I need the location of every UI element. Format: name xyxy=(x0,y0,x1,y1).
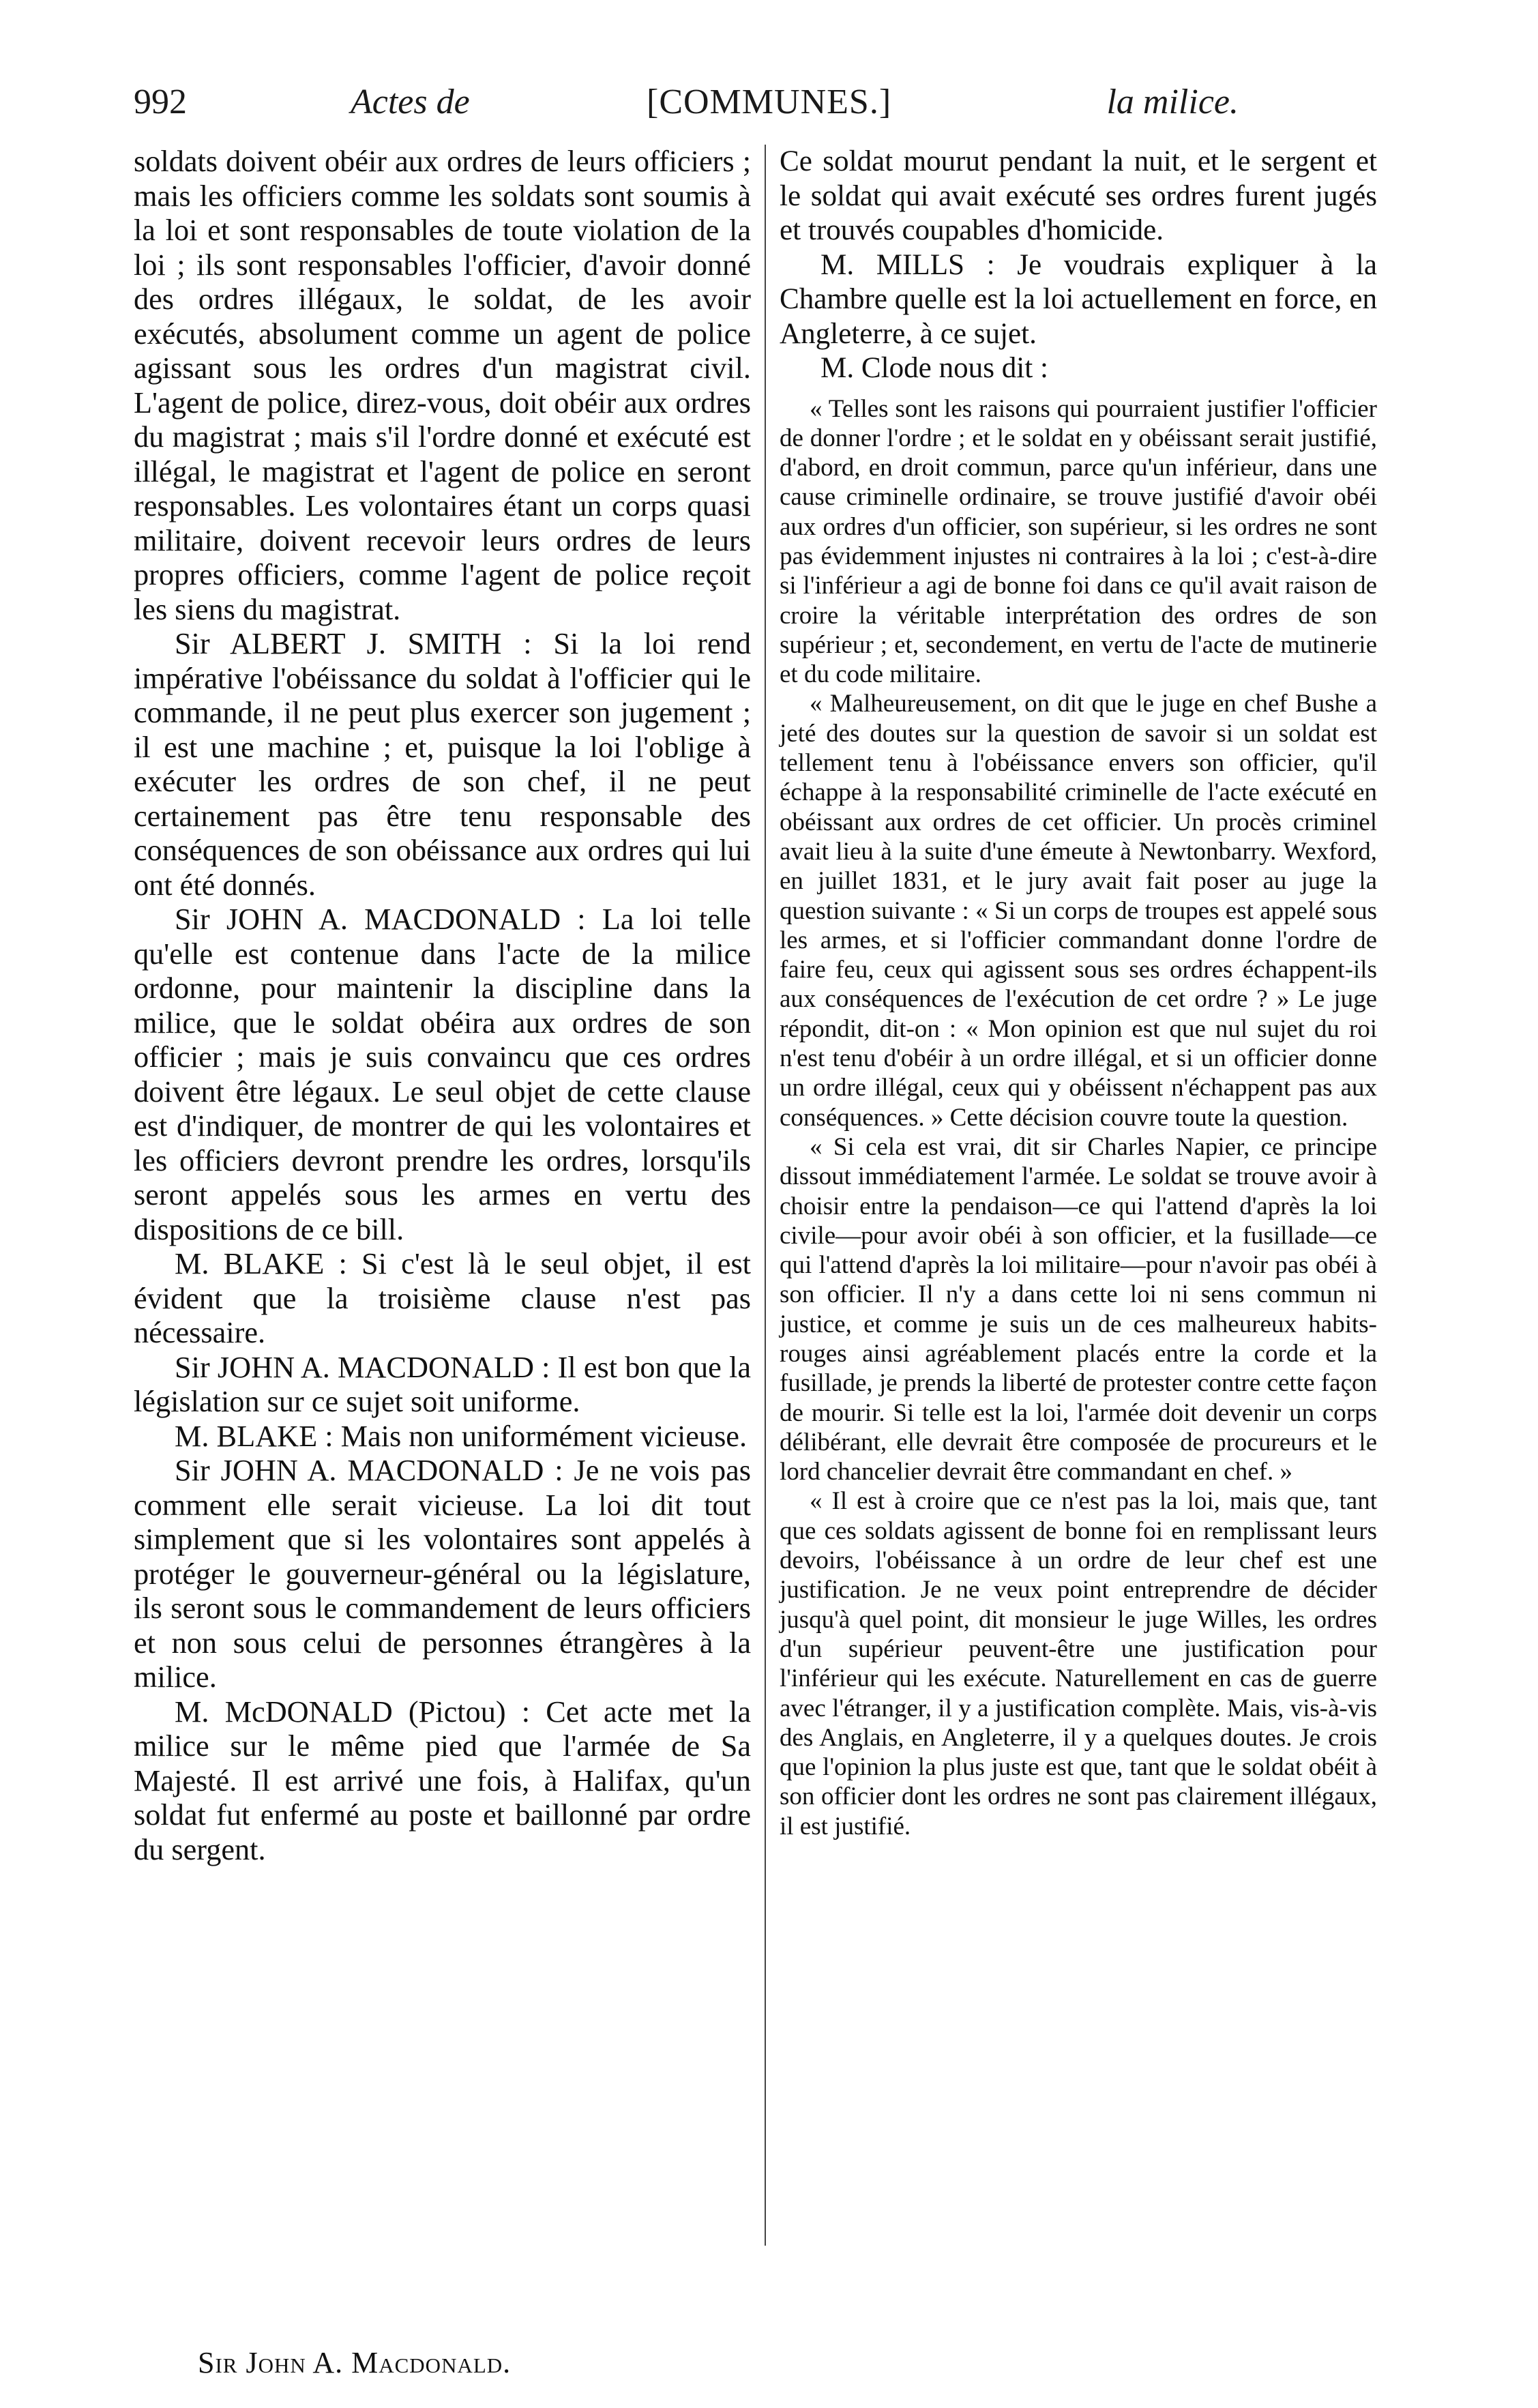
left-column xyxy=(134,145,751,1867)
header-left-title: Actes de xyxy=(351,83,470,121)
paragraph: Ce soldat mourut pendant la nuit, et le sergent et le soldat qui avait exécuté ses ordres furent jugés et trouvés coupables d'homicide. xyxy=(780,145,1377,246)
column-divider xyxy=(765,145,766,2246)
paragraph: Sir JOHN A. MACDONALD : Il est bon que la législation sur ce sujet soit uniforme. xyxy=(134,1350,751,1418)
paragraph: M. Clode nous dit : xyxy=(820,352,1048,384)
quote-paragraph: « Il est à croire que ce n'est pas la loi, mais que, tant que ces soldats agissent de bonne foi en remplissant leurs devoirs, l'obéissance à un ordre de leur chef est une justification. Je ne veux point entreprendre de décider jusqu'à quel point, dit monsieur le juge Willes, les ordres d'un supérieur peuvent-être une justification pour l'inférieur qui les exécute. Naturellement en cas de guerre avec l'étranger, il y a justification complète. Mais, vis-à-vis des Anglais, en Angleterre, il y a quelques doutes. Je crois que l'opinion la plus juste est que, tant que le soldat obéit à son officier dont les ordres ne sont pas clairement illégaux, il est justifié. xyxy=(780,1487,1377,1840)
header-center-title: [COMMUNES.] xyxy=(647,83,892,121)
quote-paragraph: « Si cela est vrai, dit sir Charles Napier, ce principe dissout immédiatement l'armée. Le soldat se trouve avoir à choisir entre la pendaison—ce qui l'attend d'après la loi civile—pour avoir obéi à son officier, et la fusillade—ce qui l'attend d'après la loi militaire—pour n'avoir pas obéi à son officier. Il n'y a dans cette loi ni sens commun ni justice, et comme je suis un de ces malheureux habits-rouges ainsi agréablement placés entre la corde et la fusillade, je prends la liberté de protester contre cette façon de mourir. Si telle est la loi, l'armée doit devenir un corps délibérant, elle devrait être composée de procureurs et le lord chancelier devrait être commandant en chef. » xyxy=(780,1132,1377,1486)
right-column-speech xyxy=(780,145,1377,386)
paragraph: soldats doivent obéir aux ordres de leurs officiers ; mais les officiers comme les soldats sont soumis à la loi et sont responsables de toute violation de la loi ; ils sont responsables l'officier, d'avoir donné des ordres illégaux, le soldat, de les avoir exécutés, absolument comme un agent de police agissant sous les ordres d'un magistrat civil. L'agent de police, direz-vous, doit obéir aux ordres du magistrat ; mais s'il l'ordre donné et exécuté est illégal, le magistrat et l'agent de police en seront responsables. Les volontaires étant un corps quasi militaire, doivent recevoir leurs ordres de leurs propres officiers, comme l'agent de police reçoit les siens du magistrat. xyxy=(134,145,751,626)
paragraph: Sir JOHN A. MACDONALD : Je ne vois pas comment elle serait vicieuse. La loi dit tout simplement que si les volontaires sont appelés à protéger le gouverneur-général ou la législature, ils seront sous le commandement de leurs officiers et non sous celui de personnes étrangères à la milice. xyxy=(134,1454,751,1694)
paragraph: Sir JOHN A. MACDONALD : La loi telle qu'elle est contenue dans l'acte de la milice ordonne, pour maintenir la discipline dans la milice, que le soldat obéira aux ordres de son officier ; mais je suis convaincu que ces ordres doivent être légaux. Le seul objet de cette clause est d'indiquer, de montrer de qui les volontaires et les officiers devront prendre les ordres, lorsqu'ils seront appelés sous les armes en vertu des dispositions de ce bill. xyxy=(134,902,751,1246)
header-right-title: la milice. xyxy=(1106,83,1239,121)
paragraph: M. BLAKE : Si c'est là le seul objet, il est évident que la troisième clause n'est pas nécessaire. xyxy=(134,1247,751,1349)
paragraph: M. MILLS : Je voudrais expliquer à la Chambre quelle est la loi actuellement en force, en Angleterre, à ce sujet. xyxy=(780,248,1377,350)
paragraph: M. BLAKE : Mais non uniformément vicieuse. xyxy=(175,1419,748,1453)
paragraph: Sir ALBERT J. SMITH : Si la loi rend impérative l'obéissance du soldat à l'officier qui le commande, il ne peut plus exercer son jugement ; il est une machine ; et, puisque la loi l'oblige à exécuter les ordres de son chef, il ne peut certainement pas être tenu responsable des conséquences de son obéissance aux ordres qui lui ont été donnés. xyxy=(134,627,751,902)
quote-paragraph: « Telles sont les raisons qui pourraient justifier l'officier de donner l'ordre ; et le soldat en y obéissant serait justifié, d'abord, en droit commun, parce qu'un inférieur, dans une cause criminelle ordinaire, se trouve justifié d'avoir obéi aux ordres d'un officier, son supérieur, si les ordres ne sont pas évidemment injustes ni contraires à la loi ; c'est-à-dire si l'inférieur a agi de bonne foi dans ce qu'il avait raison de croire la véritable interprétation des ordres de son supérieur ; et, secondement, en vertu de l'acte de mutinerie et du code militaire. xyxy=(780,394,1377,689)
quote-paragraph: « Malheureusement, on dit que le juge en chef Bushe a jeté des doutes sur la question de savoir si un soldat est tellement tenu à l'obéissance envers son officier, qu'il échappe à la responsabilité criminelle de l'acte exécuté en obéissant aux ordres de cet officier. Un procès criminel avait lieu à la suite d'une émeute à Newtonbarry. Wexford, en juillet 1831, et le jury avait fait poser au juge la question suivante : « Si un corps de troupes est appelé sous les armes, et si l'officier commandant donne l'ordre de faire feu, ceux qui agissent sous ses ordres échappent-ils aux conséquences de l'exécution de cet ordre ? » Le juge répondit, dit-on : « Mon opinion est que nul sujet du roi n'est tenu d'obéir à un ordre illégal, et si un officier donne un ordre illégal, ceux qui y obéissent n'échappent pas aux conséquences. » Cette décision couvre toute la question. xyxy=(780,690,1377,1132)
right-column-quotation xyxy=(780,394,1377,1842)
right-column xyxy=(780,145,1377,1841)
page-number: 992 xyxy=(134,83,187,121)
catchword-footer: Sir John A. Macdonald. xyxy=(198,2346,512,2379)
paragraph: M. McDONALD (Pictou) : Cet acte met la milice sur le même pied que l'armée de Sa Majesté. Il est arrivé une fois, à Halifax, qu'un soldat fut enfermé au poste et baillonné par ordre du sergent. xyxy=(134,1694,751,1866)
running-header xyxy=(134,82,1239,143)
